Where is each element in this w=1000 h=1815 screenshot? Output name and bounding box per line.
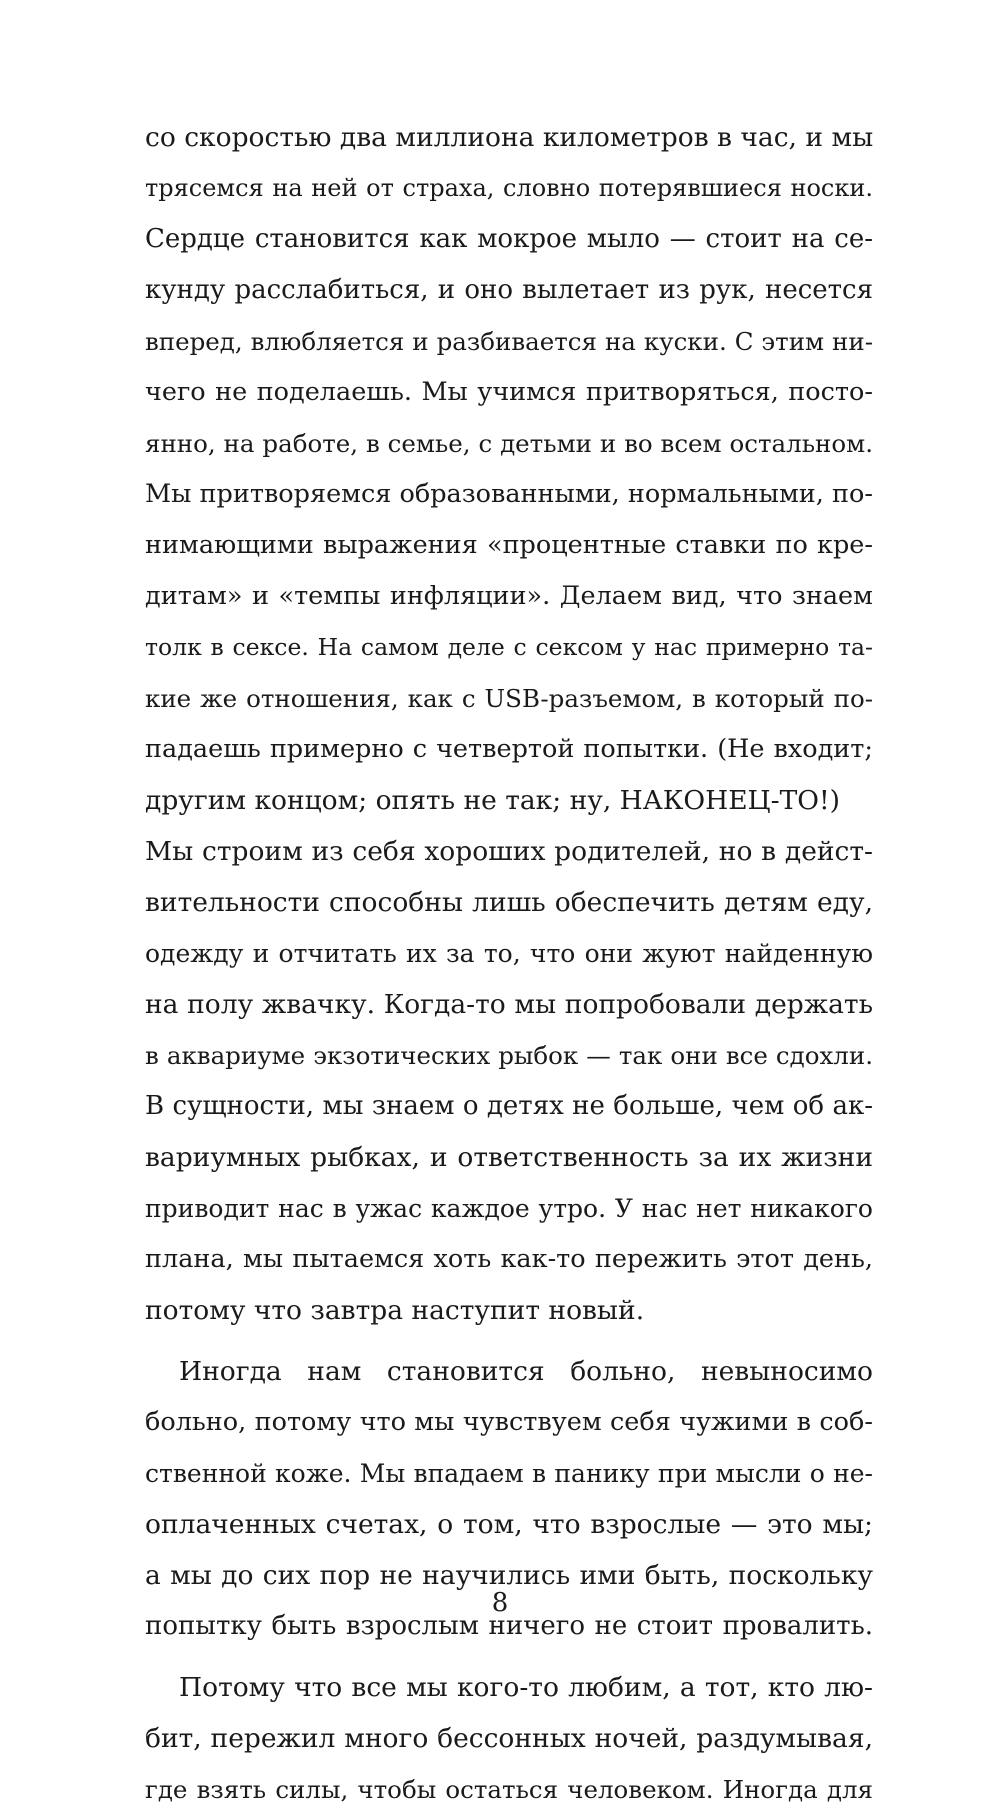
text-line: оплаченных счетах, о том, что взрослые — это мы;	[145, 1509, 873, 1540]
text-line: вариумных рыбках, и ответственность за их жизни	[145, 1142, 873, 1173]
text-line: другим концом; опять не так; ну, НАКОНЕЦ-ТО!)	[145, 785, 841, 816]
text-line: чего не поделаешь. Мы учимся притворяться, посто-	[145, 377, 873, 407]
text-line: дитам» и «темпы инфляции». Делаем вид, что знаем	[145, 581, 873, 611]
text-line: потому что завтра наступит новый.	[145, 1295, 645, 1326]
text-line: В сущности, мы знаем о детях не больше, чем об ак-	[145, 1091, 873, 1121]
text-line: Мы строим из себя хороших родителей, но в дейст-	[145, 836, 873, 867]
body-text	[145, 112, 873, 1815]
text-line: приводит нас в ужас каждое утро. У нас нет никакого	[145, 1194, 873, 1223]
text-line: бит, пережил много бессонных ночей, раздумывая,	[145, 1723, 873, 1754]
text-line: Мы притворяемся образованными, нормальными, по-	[145, 479, 873, 509]
text-line: вительности способны лишь обеспечить детям еду,	[145, 887, 873, 918]
text-line: нимающими выражения «процентные ставки по кре-	[145, 530, 873, 560]
text-line: трясемся на ней от страха, словно потерявшиеся носки.	[145, 174, 873, 202]
text-line: на полу жвачку. Когда-то мы попробовали держать	[145, 989, 873, 1020]
text-line: Иногда нам становится больно, невыносимо	[179, 1356, 873, 1387]
paragraph-gap	[145, 1652, 873, 1662]
text-line: Сердце становится как мокрое мыло — стоит на се-	[145, 224, 873, 254]
page-number: 8	[491, 1588, 509, 1618]
text-line: кунду расслабиться, и оно вылетает из рук, несется	[145, 275, 873, 305]
text-line: попытку быть взрослым ничего не стоит провалить.	[145, 1611, 873, 1641]
text-line: где взять силы, чтобы остаться человеком. Иногда для	[145, 1775, 873, 1804]
text-line: плана, мы пытаемся хоть как-то пережить этот день,	[145, 1244, 873, 1274]
text-line: больно, потому что мы чувствуем себя чужими в соб-	[145, 1407, 873, 1437]
text-line: толк в сексе. На самом деле с сексом у нас примерно та-	[145, 633, 873, 661]
text-line: Потому что все мы кого-то любим, а тот, кто лю-	[179, 1672, 873, 1703]
text-line: одежду и отчитать их за то, что они жуют найденную	[145, 939, 873, 968]
text-line: кие же отношения, как с USB-разъемом, в который по-	[145, 684, 873, 713]
text-line: в аквариуме экзотических рыбок — так они все сдохли.	[145, 1041, 873, 1070]
text-line: а мы до сих пор не научились ими быть, поскольку	[145, 1560, 873, 1591]
text-line: ственной коже. Мы впадаем в панику при мысли о не-	[145, 1459, 873, 1488]
text-line: со скоростью два миллиона километров в час, и мы	[145, 122, 874, 153]
text-line: вперед, влюбляется и разбивается на куски. С этим ни-	[145, 327, 873, 356]
text-line: янно, на работе, в семье, с детьми и во всем остальном.	[145, 429, 873, 458]
text-line: падаешь примерно с четвертой попытки. (Не входит;	[145, 734, 873, 764]
paragraph-gap	[145, 1336, 873, 1346]
